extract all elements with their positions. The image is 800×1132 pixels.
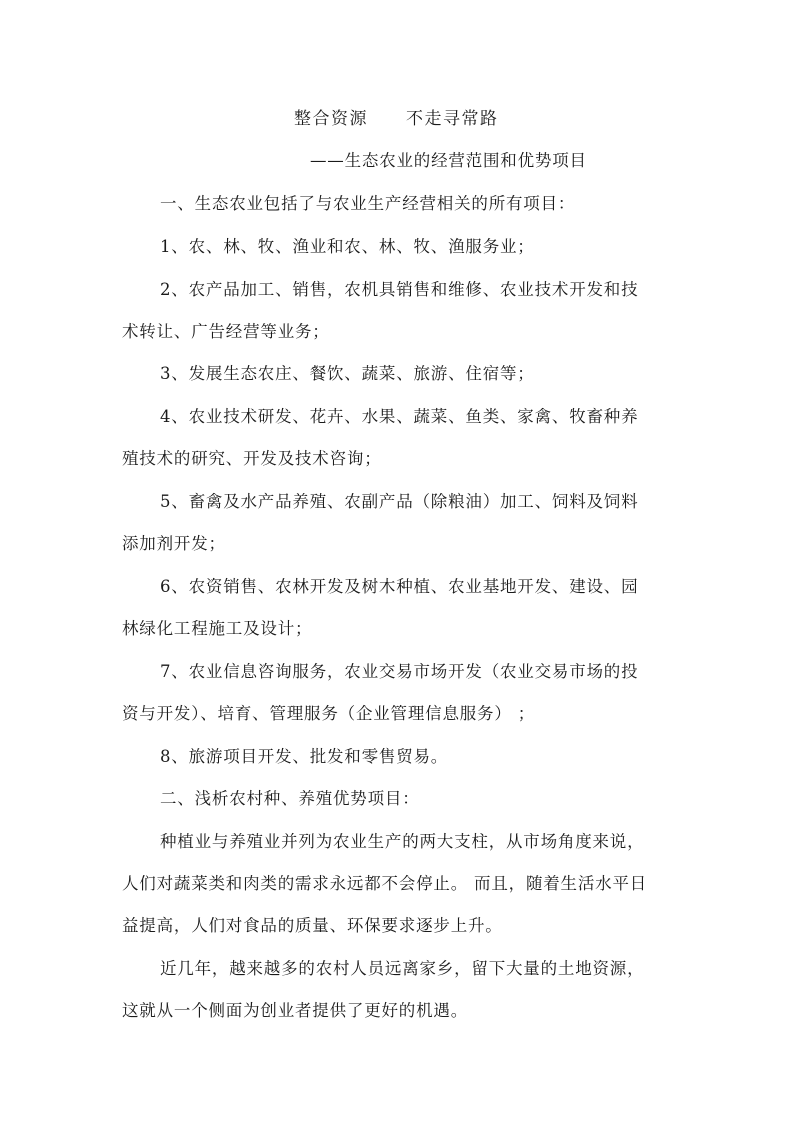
paragraph-line: 资与开发）、培育、管理服务（企业管理信息服务） ；	[122, 704, 535, 723]
paragraph-line: 4、农业技术研发、花卉、水果、蔬菜、鱼类、家禽、牧畜种养	[160, 407, 639, 426]
title-part-2: 不走寻常路	[406, 109, 499, 129]
paragraph-line: 2、农产品加工、销售，农机具销售和维修、农业技术开发和技	[160, 280, 639, 299]
document-subtitle: ——生态农业的经营范围和优势项目	[310, 151, 587, 170]
paragraph-line: 1、农、林、牧、渔业和农、林、牧、渔服务业；	[160, 237, 535, 256]
paragraph-line: 益提高，人们对食品的质量、环保要求逐步上升。	[122, 916, 503, 935]
paragraph-line: 5、畜禽及水产品养殖、农副产品（除粮油）加工、饲料及饲料	[160, 492, 639, 511]
section-heading-2: 二、浅析农村种、养殖优势项目：	[160, 789, 420, 808]
section-heading-1: 一、生态农业包括了与农业生产经营相关的所有项目：	[160, 194, 576, 213]
paragraph-line: 3、发展生态农庄、餐饮、蔬菜、旅游、住宿等；	[160, 364, 535, 383]
paragraph-line: 7、农业信息咨询服务，农业交易市场开发（农业交易市场的投	[160, 662, 639, 681]
title-part-1: 整合资源	[294, 109, 368, 129]
paragraph-line: 殖技术的研究、开发及技术咨询；	[122, 449, 382, 468]
document-title	[294, 107, 499, 131]
paragraph-line: 种植业与养殖业并列为农业生产的两大支柱，从市场角度来说，	[160, 832, 645, 851]
paragraph-line: 6、农资销售、农林开发及树木种植、农业基地开发、建设、园	[160, 577, 639, 596]
paragraph-line: 添加剂开发；	[122, 534, 226, 553]
paragraph-line: 林绿化工程施工及设计；	[122, 619, 313, 638]
paragraph-line: 近几年，越来越多的农村人员远离家乡，留下大量的土地资源，	[160, 959, 645, 978]
paragraph-line: 这就从一个侧面为创业者提供了更好的机遇。	[122, 1001, 468, 1020]
paragraph-line: 8、旅游项目开发、批发和零售贸易。	[160, 747, 449, 766]
paragraph-line: 术转让、广告经营等业务；	[122, 322, 330, 341]
paragraph-line: 人们对蔬菜类和肉类的需求永远都不会停止。 而且，随着生活水平日	[122, 874, 648, 893]
